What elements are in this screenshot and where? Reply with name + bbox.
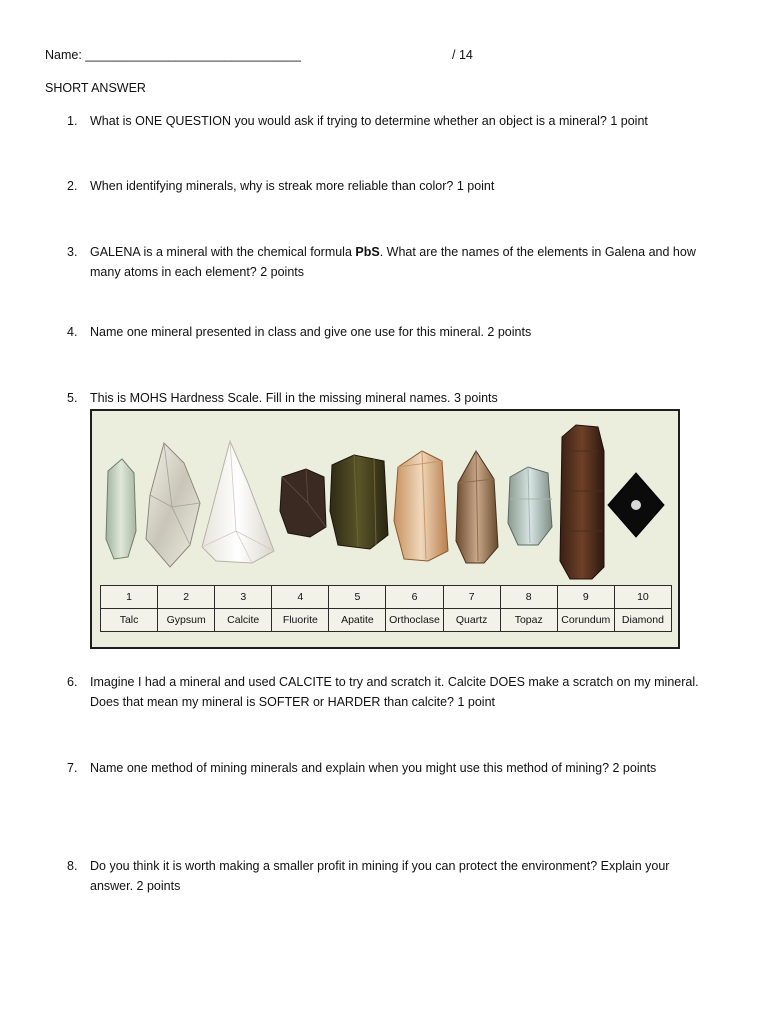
talc-specimen xyxy=(106,459,136,559)
question-number: 5. xyxy=(67,391,78,405)
question-text-line-2: answer. 2 points xyxy=(90,879,181,893)
mineral-name-row xyxy=(101,609,672,632)
hardness-number: 4 xyxy=(272,586,329,609)
hardness-number: 9 xyxy=(557,586,614,609)
calcite-specimen xyxy=(202,441,274,563)
chemical-formula: PbS xyxy=(355,245,380,259)
question-number: 4. xyxy=(67,325,78,339)
corundum-specimen xyxy=(560,425,604,579)
orthoclase-specimen xyxy=(394,451,448,561)
name-field-label: Name: _______________________________ xyxy=(45,48,301,62)
mohs-hardness-scale-image xyxy=(90,409,680,649)
question-text: This is MOHS Hardness Scale. Fill in the missing mineral names. 3 points xyxy=(90,391,498,405)
mineral-name: Talc xyxy=(101,609,158,632)
hardness-number: 3 xyxy=(215,586,272,609)
apatite-specimen xyxy=(330,455,388,549)
mineral-name: Topaz xyxy=(500,609,557,632)
question-number: 7. xyxy=(67,761,78,775)
mineral-name: Apatite xyxy=(329,609,386,632)
mineral-name: Quartz xyxy=(443,609,500,632)
mohs-scale-table xyxy=(100,585,672,632)
question-text: Name one method of mining minerals and explain when you might use this method of mining? 2 points xyxy=(90,761,657,775)
mineral-name: Fluorite xyxy=(272,609,329,632)
question-number: 3. xyxy=(67,245,78,259)
question-number: 8. xyxy=(67,859,78,873)
question-text-line-2: many atoms in each element? 2 points xyxy=(90,265,305,279)
question-text: Name one mineral presented in class and give one use for this mineral. 2 points xyxy=(90,325,532,339)
text-span: . What are the names of the elements in Galena and how xyxy=(379,245,696,259)
mineral-name: Orthoclase xyxy=(386,609,443,632)
diamond-gem xyxy=(631,500,641,510)
mineral-name: Diamond xyxy=(614,609,671,632)
hardness-number: 10 xyxy=(614,586,671,609)
question-text-line-2: Does that mean my mineral is SOFTER or HARDER than calcite? 1 point xyxy=(90,695,496,709)
hardness-number: 1 xyxy=(101,586,158,609)
section-title: SHORT ANSWER xyxy=(45,81,146,95)
text-span: GALENA is a mineral with the chemical formula xyxy=(90,245,356,259)
hardness-number-row xyxy=(101,586,672,609)
mineral-name: Corundum xyxy=(557,609,614,632)
question-text-line-1: Do you think it is worth making a smaller profit in mining if you can protect the environment? Explain your xyxy=(90,859,670,873)
question-text-line-1 xyxy=(90,242,710,262)
question-text: What is ONE QUESTION you would ask if trying to determine whether an object is a mineral? 1 point xyxy=(90,114,648,128)
hardness-number: 5 xyxy=(329,586,386,609)
question-text-line-1: Imagine I had a mineral and used CALCITE to try and scratch it. Calcite DOES make a scratch on my mineral. xyxy=(90,675,699,689)
hardness-number: 7 xyxy=(443,586,500,609)
mineral-name: Calcite xyxy=(215,609,272,632)
question-number: 1. xyxy=(67,114,78,128)
question-number: 2. xyxy=(67,179,78,193)
hardness-number: 6 xyxy=(386,586,443,609)
fluorite-specimen xyxy=(280,469,326,537)
gypsum-specimen xyxy=(146,443,200,567)
total-score: / 14 xyxy=(452,48,473,62)
hardness-number: 2 xyxy=(158,586,215,609)
mineral-name: Gypsum xyxy=(158,609,215,632)
hardness-number: 8 xyxy=(500,586,557,609)
question-text: When identifying minerals, why is streak more reliable than color? 1 point xyxy=(90,179,495,193)
question-number: 6. xyxy=(67,675,78,689)
